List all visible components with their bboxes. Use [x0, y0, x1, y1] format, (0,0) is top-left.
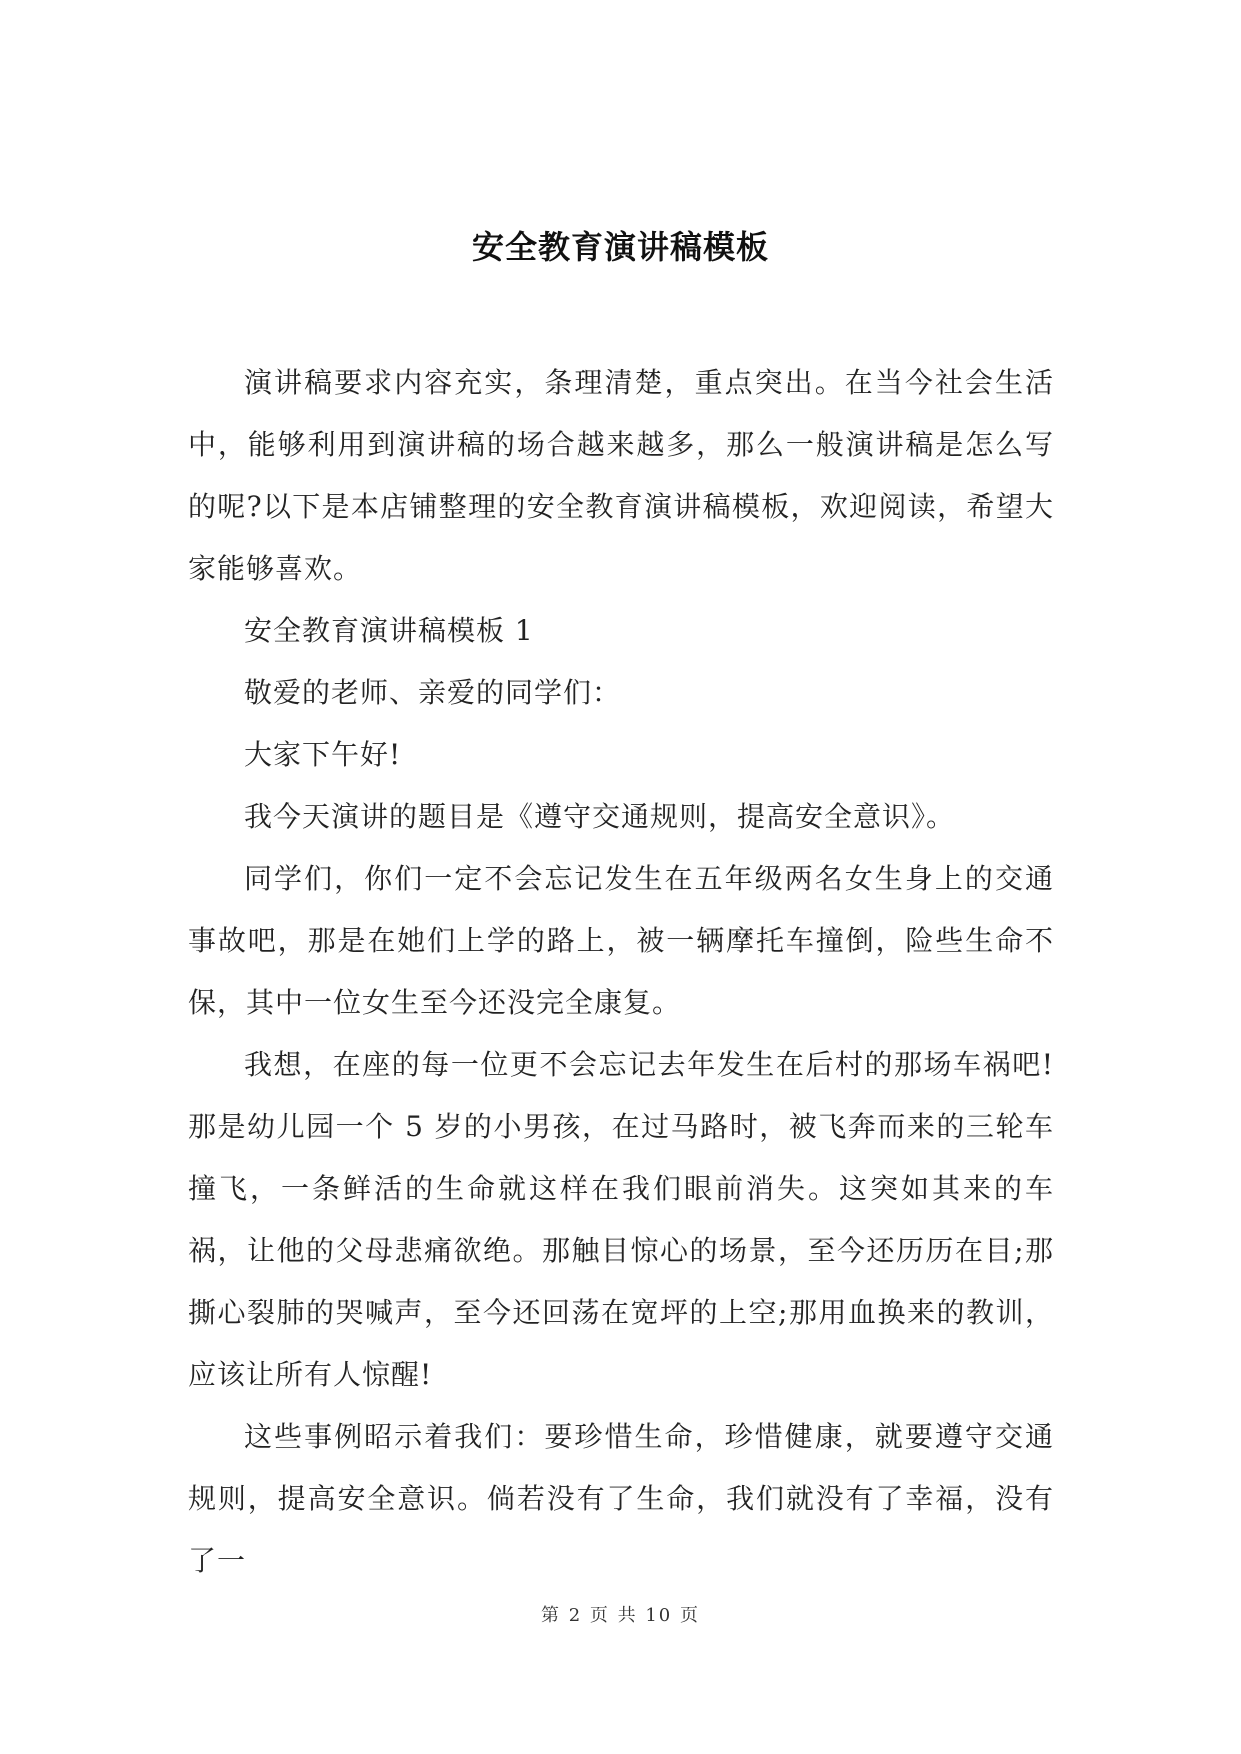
- salutation: 敬爱的老师、亲爱的同学们：: [244, 676, 622, 709]
- paragraph: 我想，在座的每一位更不会忘记去年发生在后村的那场车祸吧!那是幼儿园一个 5 岁的小男孩，在过马路时，被飞奔而来的三轮车撞飞，一条鲜活的生命就这样在我们眼前消失。这突如其来的车祸，让他的父母悲痛欲绝。那触目惊心的场景，至今还历历在目;那撕心裂肺的哭喊声，至今还回荡在宽坪的上空;那用血换来的教训，应该让所有人惊醒!: [188, 1048, 1054, 1391]
- page-number-footer: 第 2 页 共 10 页: [541, 1605, 700, 1626]
- paragraph-intro: 演讲稿要求内容充实，条理清楚，重点突出。在当今社会生活中，能够利用到演讲稿的场合越来越多，那么一般演讲稿是怎么写的呢?以下是本店铺整理的安全教育演讲稿模板，欢迎阅读，希望大家能够喜欢。: [188, 366, 1054, 585]
- speech-topic: 我今天演讲的题目是《遵守交通规则，提高安全意识》。: [244, 800, 956, 833]
- document-body: [188, 352, 1054, 1592]
- paragraph: 同学们，你们一定不会忘记发生在五年级两名女生身上的交通事故吧，那是在她们上学的路上，被一辆摩托车撞倒，险些生命不保，其中一位女生至今还没完全康复。: [188, 862, 1054, 1019]
- paragraph: 这些事例昭示着我们：要珍惜生命，珍惜健康，就要遵守交通规则，提高安全意识。倘若没有了生命，我们就没有了幸福，没有了一: [188, 1420, 1054, 1577]
- section-heading: 安全教育演讲稿模板 1: [244, 614, 534, 647]
- greeting: 大家下午好!: [244, 738, 402, 771]
- document-title: 安全教育演讲稿模板: [471, 228, 769, 266]
